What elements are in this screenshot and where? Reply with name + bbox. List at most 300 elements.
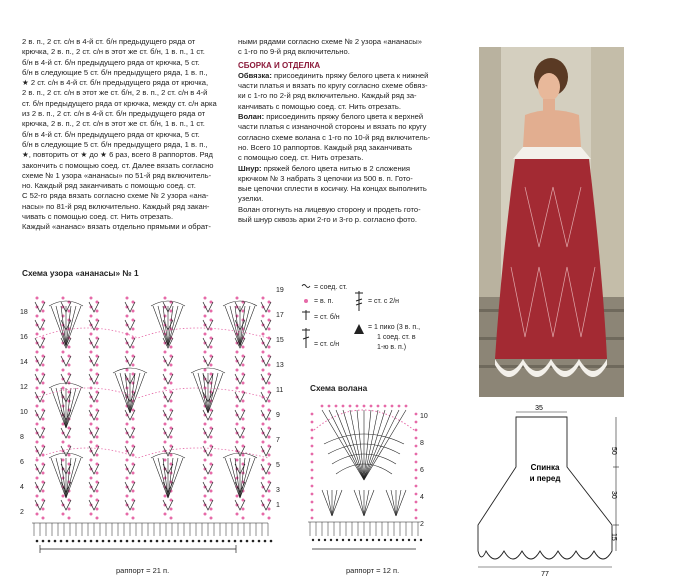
- base-chain: [216, 540, 219, 543]
- text-line: закончить с помощью соед. ст. Далее вязать согласно: [22, 160, 214, 170]
- fan-dot: [377, 405, 380, 408]
- chain-dot: [42, 328, 45, 331]
- chain-dot: [62, 441, 65, 444]
- chain-dot: [204, 315, 207, 318]
- base-chain: [348, 539, 350, 541]
- chain-dot: [164, 297, 167, 300]
- chain-dot: [132, 418, 135, 421]
- side-dot: [311, 445, 314, 448]
- chain-dot: [90, 495, 93, 498]
- chain-dot: [132, 472, 135, 475]
- base-chain: [264, 540, 267, 543]
- chain-dot: [36, 333, 39, 336]
- pattern-outline: [478, 417, 612, 559]
- text-line: но. Каждый ряд заканчивать с помощью соед. ст.: [22, 181, 196, 191]
- chain-dot: [268, 328, 271, 331]
- side-dot: [415, 477, 418, 480]
- chain-dot: [242, 400, 245, 403]
- chain-dot: [62, 297, 65, 300]
- base-chain: [66, 540, 69, 543]
- chain-dot: [126, 477, 129, 480]
- text-line: насы» по 81-й ряд включительно. Каждый ряд закан-: [22, 201, 210, 211]
- chain-dot: [210, 427, 213, 430]
- row-number: 5: [276, 462, 280, 469]
- fan-stitch: [359, 490, 364, 516]
- base-chain: [198, 540, 201, 543]
- volan-diagram: [302, 394, 434, 554]
- chain-dot: [170, 382, 173, 385]
- row-number: 14: [20, 359, 28, 366]
- chain-dot: [236, 369, 239, 372]
- chain-dot: [210, 517, 213, 520]
- fan-stitch: [364, 410, 371, 480]
- chain-dot: [68, 499, 71, 502]
- chain-dot: [268, 454, 271, 457]
- chain-dot: [90, 369, 93, 372]
- chain-dot: [268, 427, 271, 430]
- text-line: ★ 2 ст. с/н в 4-й ст. б/н предыдущего ряда от крючка,: [22, 78, 209, 88]
- chain-dot: [268, 463, 271, 466]
- chain-dot: [268, 499, 271, 502]
- fan-dot: [321, 405, 324, 408]
- chain-dot: [210, 409, 213, 412]
- fan-stitch: [66, 388, 76, 428]
- row-number: 6: [20, 459, 24, 466]
- base-chain: [96, 540, 99, 543]
- chain-dot: [164, 351, 167, 354]
- chain-dot: [132, 490, 135, 493]
- chain-dot: [210, 355, 213, 358]
- chain-dot: [42, 310, 45, 313]
- arc-row: [36, 448, 268, 458]
- chain-dot: [242, 517, 245, 520]
- chain-dot: [268, 472, 271, 475]
- chain-dot: [204, 513, 207, 516]
- base-chain: [354, 539, 356, 541]
- base-chain: [90, 540, 93, 543]
- volan-caption: раппорт = 12 п.: [346, 566, 400, 575]
- shnur-label: Шнур:: [238, 163, 262, 173]
- fan-dot: [398, 405, 401, 408]
- base-chain: [60, 540, 63, 543]
- text-line: ★, повторить от ★ до ★ 6 раз, всего 8 раппортов. Ряд: [22, 150, 213, 160]
- chain-dot: [242, 454, 245, 457]
- row-number: 10: [420, 413, 428, 420]
- chain-dot: [268, 355, 271, 358]
- base-chain: [318, 539, 320, 541]
- obvyazka-line: части платья и вязать по кругу согласно схеме обвяз-: [238, 81, 428, 91]
- fan-stitch: [56, 388, 66, 428]
- base-chain: [378, 539, 380, 541]
- chain-dot: [204, 369, 207, 372]
- side-dot: [415, 469, 418, 472]
- chain-dot: [42, 463, 45, 466]
- base-chain: [150, 540, 153, 543]
- chain-dot: [204, 495, 207, 498]
- chain-dot: [42, 373, 45, 376]
- base-chain: [78, 540, 81, 543]
- chain-dot: [210, 436, 213, 439]
- dim-h3: 15: [610, 533, 617, 541]
- side-dot: [311, 421, 314, 424]
- chain-dot: [268, 409, 271, 412]
- chain-dot: [262, 477, 265, 480]
- base-chain: [126, 540, 129, 543]
- legend-sbn-text: = ст. б/н: [314, 314, 340, 321]
- chain-dot: [96, 490, 99, 493]
- side-dot: [311, 461, 314, 464]
- base-chain: [330, 539, 332, 541]
- volan-line: согласно схеме волана с 1-го по 10-й ряд включитель-: [238, 132, 431, 142]
- base-chain: [168, 540, 171, 543]
- chain-dot: [132, 337, 135, 340]
- chain-dot: [262, 423, 265, 426]
- chain-dot: [90, 405, 93, 408]
- chain-dot: [210, 373, 213, 376]
- chain-dot: [62, 495, 65, 498]
- chain-dot: [262, 513, 265, 516]
- row-number: 19: [276, 287, 284, 294]
- base-chain: [312, 539, 314, 541]
- legend-ssn-text: = ст. с/н: [314, 341, 340, 348]
- base-chain: [132, 540, 135, 543]
- chain-dot: [68, 373, 71, 376]
- chain-dot: [242, 409, 245, 412]
- base-chain: [204, 540, 207, 543]
- base-chain: [408, 539, 410, 541]
- side-dot: [311, 493, 314, 496]
- chain-dot: [132, 517, 135, 520]
- fan-dot: [342, 405, 345, 408]
- row-number: 1: [276, 502, 280, 509]
- chain-dot: [210, 463, 213, 466]
- chain-dot: [132, 301, 135, 304]
- chain-dot: [68, 427, 71, 430]
- base-chain: [366, 539, 368, 541]
- base-chain: [162, 540, 165, 543]
- chain-dot: [90, 351, 93, 354]
- chain-dot: [96, 436, 99, 439]
- chain-dot: [170, 436, 173, 439]
- chain-dot: [96, 310, 99, 313]
- chain-dot: [268, 373, 271, 376]
- chain-dot: [126, 495, 129, 498]
- fan-stitch: [130, 373, 140, 413]
- chain-dot: [42, 418, 45, 421]
- chain-dot: [170, 346, 173, 349]
- chain-dot: [236, 297, 239, 300]
- dim-top: 35: [535, 405, 543, 412]
- chain-dot: [132, 409, 135, 412]
- base-chain: [156, 540, 159, 543]
- base-chain: [414, 539, 416, 541]
- chain-dot: [210, 337, 213, 340]
- chain-dot: [170, 400, 173, 403]
- text-line: из 2 в. п., 2 ст. с/н в 4-й ст. б/н предыдущего ряда от: [22, 109, 206, 119]
- text-line: С 52-го ряда вязать согласно схеме № 2 узора «ана-: [22, 191, 209, 201]
- final-line: Волан отогнуть на лицевую сторону и продеть гото-: [238, 204, 421, 214]
- side-dot: [415, 501, 418, 504]
- base-chain: [48, 540, 51, 543]
- row-number: 3: [276, 487, 280, 494]
- base-chain: [336, 539, 338, 541]
- chain-dot: [170, 418, 173, 421]
- base-chain: [228, 540, 231, 543]
- fan-dot: [405, 405, 408, 408]
- chain-dot: [36, 495, 39, 498]
- chain-dot: [210, 481, 213, 484]
- chain-dot: [42, 427, 45, 430]
- chain-dot: [170, 364, 173, 367]
- fan-stitch: [391, 490, 396, 516]
- chain-dot: [42, 301, 45, 304]
- chain-dot: [42, 454, 45, 457]
- chain-dot: [68, 454, 71, 457]
- row-number: 8: [20, 434, 24, 441]
- fan-dot: [335, 405, 338, 408]
- shnur-line: вые цепочки сплести в косичку. На концах выполнить: [238, 184, 427, 194]
- chain-dot: [126, 441, 129, 444]
- chain-dot: [68, 391, 71, 394]
- base-chain: [372, 539, 374, 541]
- row-number: 11: [276, 387, 284, 394]
- chain-dot: [132, 436, 135, 439]
- fan-stitch: [322, 490, 332, 516]
- instructions-left-column: [22, 37, 227, 233]
- text-line: крючка, 2 в. п., 2 ст. с/н в этот же ст. б/н, 1 в. п., 1 ст.: [22, 119, 205, 129]
- base-chain: [234, 540, 237, 543]
- base-chain: [246, 540, 249, 543]
- chain-dot: [90, 477, 93, 480]
- base-chain: [240, 540, 243, 543]
- chain-dot: [242, 427, 245, 430]
- chain-dot: [164, 477, 167, 480]
- volan-line: с помощью соед. ст. Нить отрезать.: [238, 153, 364, 163]
- chain-dot: [132, 445, 135, 448]
- chain-dot: [36, 297, 39, 300]
- obvyazka-line: присоединить пряжу белого цвета к нижней: [271, 70, 429, 80]
- chain-dot: [262, 405, 265, 408]
- obvyazka-line: ки с 1-го по 2-й ряд включительно. Каждый ряд за-: [238, 91, 417, 101]
- text-line: б/н в следующие 5 ст. б/н предыдущего ряда, 1 в. п.,: [22, 67, 208, 77]
- row-number: 4: [20, 484, 24, 491]
- chain-dot: [164, 423, 167, 426]
- base-chain: [42, 540, 45, 543]
- chain-dot: [62, 369, 65, 372]
- base-chain: [174, 540, 177, 543]
- vp-symbol: [304, 299, 308, 303]
- legend-pico-text: 1-ю в. п.): [377, 344, 407, 351]
- text-line: б/н в следующие 5 ст. б/н предыдущего ряда, 1 в. п.,: [22, 139, 208, 149]
- fan-stitch: [332, 490, 342, 516]
- chain-dot: [42, 382, 45, 385]
- fan-stitch: [332, 490, 337, 516]
- side-dot: [311, 509, 314, 512]
- fan-stitch: [364, 410, 399, 480]
- chain-dot: [96, 454, 99, 457]
- side-dot: [311, 413, 314, 416]
- fan-arc: [191, 368, 225, 373]
- row-number: 15: [276, 337, 284, 344]
- chain-dot: [242, 499, 245, 502]
- base-chain: [180, 540, 183, 543]
- chain-dot: [36, 369, 39, 372]
- chain-dot: [62, 477, 65, 480]
- chain-dot: [36, 351, 39, 354]
- chain-dot: [210, 364, 213, 367]
- fan-stitch: [66, 306, 76, 346]
- base-chain: [186, 540, 189, 543]
- chain-dot: [268, 436, 271, 439]
- base-chain: [258, 540, 261, 543]
- chain-dot: [268, 319, 271, 322]
- fan-stitch: [336, 410, 364, 480]
- chain-dot: [170, 409, 173, 412]
- chain-dot: [96, 472, 99, 475]
- chain-dot: [164, 495, 167, 498]
- chain-dot: [262, 369, 265, 372]
- side-dot: [415, 517, 418, 520]
- fan-stitch: [329, 410, 364, 480]
- fan-stitch: [56, 306, 66, 346]
- chain-dot: [164, 459, 167, 462]
- chain-dot: [268, 337, 271, 340]
- chain-dot: [36, 477, 39, 480]
- chain-dot: [132, 328, 135, 331]
- chain-dot: [96, 382, 99, 385]
- side-dot: [311, 485, 314, 488]
- section-title: СБОРКА И ОТДЕЛКА: [238, 60, 321, 70]
- side-dot: [311, 501, 314, 504]
- chain-dot: [36, 441, 39, 444]
- chain-dot: [262, 495, 265, 498]
- chain-dot: [68, 346, 71, 349]
- chain-dot: [242, 346, 245, 349]
- fan-stitch: [386, 490, 396, 516]
- base-chain: [390, 539, 392, 541]
- chain-dot: [126, 423, 129, 426]
- chain-dot: [36, 513, 39, 516]
- chain-dot: [42, 391, 45, 394]
- fan-stitch: [396, 490, 406, 516]
- fan-stitch: [230, 306, 240, 346]
- chain-dot: [210, 508, 213, 511]
- chain-dot: [170, 445, 173, 448]
- chain-dot: [164, 441, 167, 444]
- base-chain: [102, 540, 105, 543]
- chain-dot: [42, 346, 45, 349]
- chain-dot: [204, 441, 207, 444]
- chain-dot: [268, 481, 271, 484]
- scheme1-caption: раппорт = 21 п.: [116, 566, 170, 575]
- chain-dot: [90, 441, 93, 444]
- shnur-line: пряжей белого цвета нитью в 2 сложения: [261, 163, 411, 173]
- dim-h2: 30: [610, 491, 617, 499]
- row-number: 18: [20, 309, 28, 316]
- chain-dot: [170, 355, 173, 358]
- chain-dot: [90, 333, 93, 336]
- chain-dot: [236, 495, 239, 498]
- chain-dot: [262, 333, 265, 336]
- scheme1-diagram: [18, 278, 293, 554]
- side-dot: [311, 437, 314, 440]
- chain-dot: [96, 427, 99, 430]
- chain-dot: [68, 364, 71, 367]
- chain-dot: [262, 351, 265, 354]
- side-dot: [415, 509, 418, 512]
- base-chain: [108, 540, 111, 543]
- chain-dot: [42, 400, 45, 403]
- dress-photo: [479, 47, 624, 397]
- chain-dot: [242, 418, 245, 421]
- chain-dot: [96, 508, 99, 511]
- fan-dot: [370, 405, 373, 408]
- side-dot: [311, 469, 314, 472]
- side-dot: [415, 485, 418, 488]
- row-number: 10: [20, 409, 28, 416]
- text-line: б/н в 4-й ст. б/н предыдущего ряда от крючка, 5 ст.: [22, 129, 200, 139]
- fan-stitch: [396, 490, 401, 516]
- chain-dot: [62, 513, 65, 516]
- chain-dot: [236, 441, 239, 444]
- chain-dot: [236, 387, 239, 390]
- chain-dot: [210, 301, 213, 304]
- fan-dot: [356, 405, 359, 408]
- side-dot: [415, 413, 418, 416]
- side-dot: [415, 493, 418, 496]
- chain-dot: [242, 382, 245, 385]
- chain-dot: [242, 373, 245, 376]
- chain-dot: [170, 427, 173, 430]
- fan-dot: [328, 405, 331, 408]
- pattern-label: и перед: [529, 474, 561, 483]
- chain-dot: [210, 445, 213, 448]
- fan-stitch: [364, 490, 374, 516]
- chain-dot: [90, 513, 93, 516]
- row-number: 7: [276, 437, 280, 444]
- chain-dot: [132, 508, 135, 511]
- side-dot: [415, 461, 418, 464]
- chain-dot: [170, 508, 173, 511]
- chain-dot: [96, 355, 99, 358]
- chain-dot: [210, 328, 213, 331]
- chain-dot: [96, 418, 99, 421]
- chain-dot: [42, 517, 45, 520]
- chain-dot: [96, 517, 99, 520]
- volan-line: части платья с изнаночной стороны и вязать по кругу: [238, 122, 427, 132]
- fan-stitch: [327, 490, 332, 516]
- side-dot: [415, 429, 418, 432]
- chain-dot: [62, 387, 65, 390]
- base-chain: [420, 539, 422, 541]
- chain-dot: [96, 400, 99, 403]
- obvyazka-line: канчивать с помощью соед. ст. Нить отрезать.: [238, 101, 401, 111]
- pattern-label: Спинка: [530, 463, 560, 472]
- chain-dot: [42, 445, 45, 448]
- side-dot: [311, 477, 314, 480]
- volan-label: Волан:: [238, 112, 265, 122]
- chain-dot: [262, 441, 265, 444]
- chain-dot: [204, 297, 207, 300]
- fan-dot: [384, 405, 387, 408]
- chain-dot: [126, 459, 129, 462]
- base-chain: [252, 540, 255, 543]
- chain-dot: [242, 436, 245, 439]
- base-chain: [360, 539, 362, 541]
- obvyazka-label: Обвязка:: [238, 70, 272, 80]
- chain-dot: [236, 477, 239, 480]
- fan-stitch: [208, 373, 218, 413]
